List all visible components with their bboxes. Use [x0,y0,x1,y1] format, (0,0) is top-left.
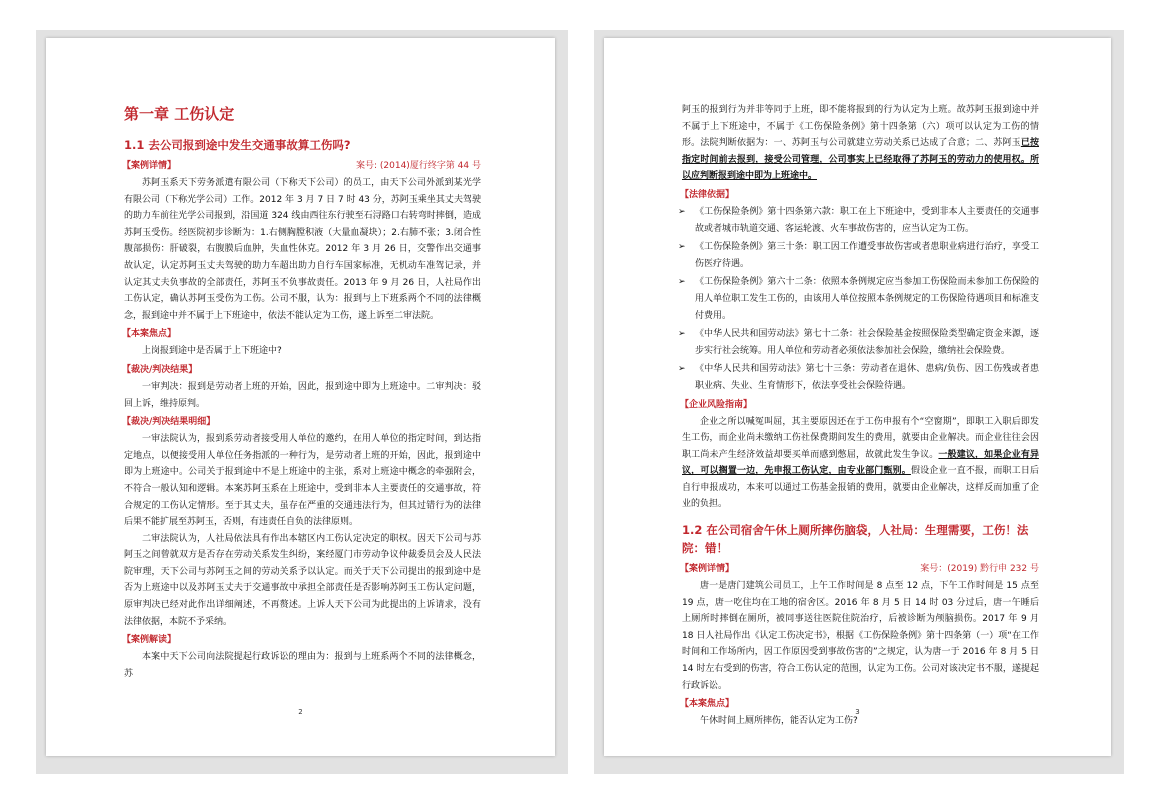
arrow-bullet-icon: ➢ [678,242,686,253]
ruling-label: 【裁决/判决结果】 [122,364,198,375]
case-details-text: 苏阿玉系天下劳务派遣有限公司（下称天下公司）的员工，由天下公司外派到某光学有限公司（下称光学公司）工作。2012 年 3 月 7 日 7 时 43 分，苏阿玉乘坐其丈夫驾驶的助力车前往光学公司报到，沿国道 324 线由西往东行驶至石浔路口右转弯时摔倒，造成苏阿玉受伤。经医院初步诊断为：1.右侧胸膛积液（大量血凝块）；2.右肺不张；3.闭合性腹部损伤：肝破裂，右腹膜后血肿，失血性休克。2012 年 3 月 26 日，交警作出交通事故认定，认定苏阿玉丈夫驾驶的助力车超出助力自行车国家标准，无机动车准驾记录，并认定其丈夫负事故的全部责任，苏阿玉不负事故责任。2013 年 9 月 26 日，人社局作出工伤认定，确认苏阿玉受伤为工伤。公司不服，认为：报到与上下班系两个不同的法律概念，报到途中并不属于上下班途中，依法不能认定为工伤，遂上诉至二审法院。 [124,178,481,321]
continued-text-plain: 阿玉的报到行为并非等同于上班，即不能将报到的行为认定为上班。故苏阿玉报到途中并不属于上下班途中，不属于《工伤保险条例》第十四条第（六）项可以认定为工伤的情形。法院判断依据为：一、苏阿玉与公司就建立劳动关系已达成了合意；二、苏阿玉 [682,105,1039,149]
section-title: 1.2 在公司宿舍午休上厕所摔伤脑袋，人社局：生理需要，工伤！法院：错！ [682,523,1029,556]
chapter-title: 第一章 工伤认定 [124,105,235,123]
focus-label: 【本案焦点】 [122,329,177,340]
ruling-detail-paragraph: 一审法院认为，报到系劳动者接受用人单位的邀约，在用人单位的指定时间，到达指定地点，以便接受用人单位任务指派的一种行为，是劳动者上班的开始，因此，报到途中即为上班途中。公司关于报到途中不是上班途中的主张，系对上班途中概念的牵强附会，不符合一般认知和逻辑。本案苏阿玉系在上班途中，受到非本人主要责任的交通事故，符合规定的工伤认定情形。至于其丈夫，虽存在严重的交通违法行为，但其过错行为的法律后果不能扩展至苏阿玉，否则，有违责任自负的法律原则。 [124,434,481,528]
ruling-text: 一审判决：报到是劳动者上班的开始，因此，报到途中即为上班途中。二审判决：驳回上诉，维持原判。 [124,381,481,409]
case-number: 案号: (2014)厦行终字第 44 号 [356,161,481,171]
risk-guide-label: 【企业风险指南】 [680,399,753,410]
focus-text: 上岗报到途中是否属于上下班途中? [142,346,282,357]
case-details-text: 唐一是唐门建筑公司员工，上午工作时间是 8 点至 12 点，下午工作时间是 15 点至 19 点，唐一吃住均在工地的宿舍区。2016 年 8 月 5 日 14 时 03 分过后，唐一午睡后上厕所时摔倒在厕所，被同事送往医院住院治疗，后被诊断为颅脑损伤。2017 年 9 月 18 日人社局作出《认定工伤决定书》，根据《工伤保险条例》第十四条第（一）项“在工作时间和工作场所内，因工作原因受到事故伤害的”之规定，认为唐一于 2016 年 8 月 5 日 14 时左右受到的伤害，符合工伤认定的范围，认定为工伤。公司对该决定书不服，遂提起行政诉讼。 [682,581,1039,691]
case-details-label: 【案例详情】 [680,564,735,575]
list-item: ➢ 《中华人民共和国劳动法》第七十二条：社会保险基金按照保险类型确定资金来源，逐步实行社会统筹。用人单位和劳动者必须依法参加社会保险，缴纳社会保险费。 [682,326,1039,359]
focus-label: 【本案焦点】 [680,699,735,710]
list-item: ➢ 《工伤保险条例》第三十条：职工因工作遭受事故伤害或者患职业病进行治疗，享受工伤医疗待遇。 [682,239,1039,272]
case-details-header [680,561,1039,577]
analysis-text: 本案中天下公司向法院提起行政诉讼的理由为：报到与上班系两个不同的法律概念，苏 [124,652,481,679]
analysis-label: 【案例解读】 [122,635,177,646]
continued-text [682,102,1039,185]
list-item: ➢ 《工伤保险条例》第六十二条：依照本条例规定应当参加工伤保险而未参加工伤保险的用人单位职工发生工伤的，由该用人单位按照本条例规定的工伤保险待遇项目和标准支付费用。 [682,274,1039,324]
focus-text: 午休时间上厕所摔伤，能否认定为工伤? [700,716,858,727]
arrow-bullet-icon: ➢ [678,277,686,288]
list-item: ➢ 《工伤保险条例》第十四条第六款：职工在上下班途中，受到非本人主要责任的交通事故或者城市轨道交通、客运轮渡、火车事故伤害的，应当认定为工伤。 [682,204,1039,237]
case-details-label: 【案例详情】 [122,161,177,171]
continued-text-emphasis: 已按指定时间前去报到，接受公司管理，公司事实上已经取得了苏阿玉的劳动力的使用权。所以应判断报到途中即为上班途中。 [682,138,1039,182]
document-page-3 [604,38,1111,756]
risk-guide-emphasis: 一般建议，如果企业有异议，可以搁置一边，先申报工伤认定，由专业部门甄别。 [682,449,1039,477]
case-number: 案号：(2019) 黔行申 232 号 [920,564,1039,575]
arrow-bullet-icon: ➢ [678,329,686,340]
case-details-header [122,158,481,174]
arrow-bullet-icon: ➢ [678,206,686,217]
law-list [678,204,1039,395]
arrow-bullet-icon: ➢ [678,364,686,375]
risk-guide-text: 企业之所以喊冤叫屈，其主要原因还在于工伤申报有个“空窗期”，即职工入职后即发生工伤，而企业尚未缴纳工伤社保费期间发生的费用，就要由企业解决。而企业往往会因职工尚未产生经济效益却要买单而感到憋屈，故就此发生争议。一般建议，如果企业有异议，可以搁置一边，先申报工伤认定，由专业部门甄别。假设企业一直不报，而职工日后自行申报成功，本来可以通过工伤基金报销的费用，就要由企业解决，这样反而加重了企业的负担。 [682,416,1039,510]
page-number: 3 [855,708,860,716]
ruling-detail-label: 【裁决/判决结果明细】 [122,417,216,428]
section-title: 1.1 去公司报到途中发生交通事故算工伤吗? [124,138,351,152]
law-basis-label: 【法律依据】 [680,189,735,200]
list-item: ➢ 《中华人民共和国劳动法》第七十三条：劳动者在退休、患病/负伤、因工伤残或者患职业病、失业、生育情形下，依法享受社会保险待遇。 [682,361,1039,394]
document-page-2 [46,38,555,756]
page-number: 2 [298,708,303,716]
ruling-detail-paragraph: 二审法院认为，人社局依法具有作出本辖区内工伤认定决定的职权。因天下公司与苏阿玉之间曾就双方是否存在劳动关系发生纠纷，案经厦门市劳动争议仲裁委员会及人民法院审理，天下公司与苏阿玉之间的劳动关系予以认定。而关于天下公司提出的报到途中是否为上班途中以及苏阿玉丈夫于交通事故中承担全部责任是否影响苏阿玉工伤认定问题，原审判决已经对此作出详细阐述，不再赘述。上诉人天下公司为此提出的上诉请求，没有法律依据，本院不予采纳。 [124,533,481,627]
